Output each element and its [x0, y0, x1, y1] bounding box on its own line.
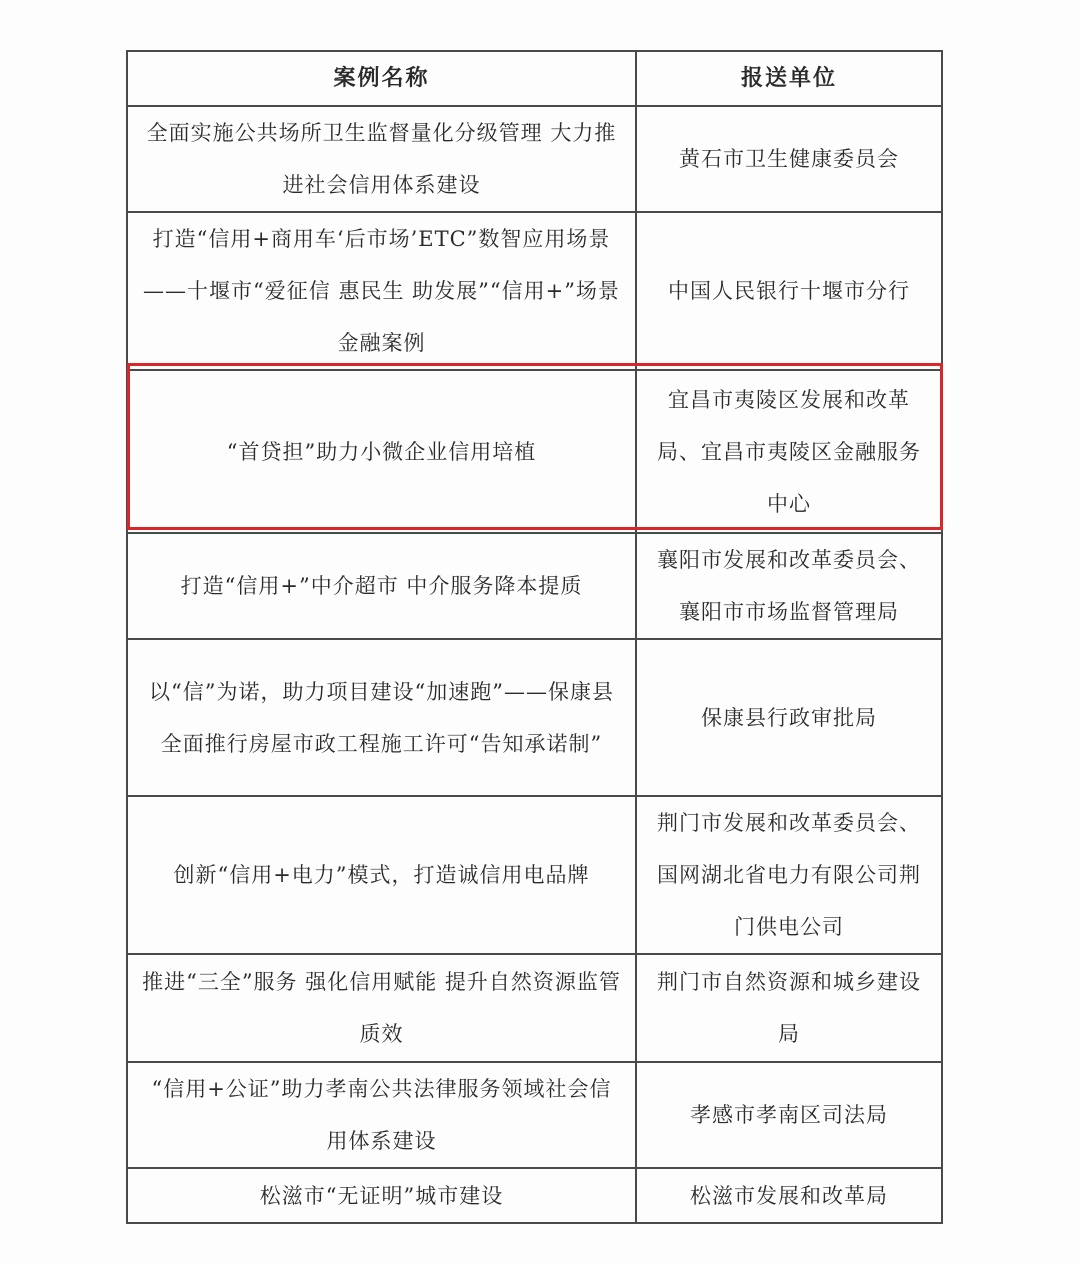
reporting-unit-cell: 松滋市发展和改革局 [636, 1168, 942, 1223]
table-row [127, 212, 942, 370]
table-row [127, 639, 942, 796]
reporting-unit-cell: 荆门市发展和改革委员会、国网湖北省电力有限公司荆门供电公司 [636, 796, 942, 954]
reporting-unit-cell: 保康县行政审批局 [636, 639, 942, 796]
table-row [127, 1168, 942, 1223]
reporting-unit-cell: 宜昌市夷陵区发展和改革局、宜昌市夷陵区金融服务中心 [636, 370, 942, 533]
table-row [127, 370, 942, 533]
table-row [127, 1062, 942, 1168]
header-case-name: 案例名称 [127, 51, 636, 106]
case-name-cell: 打造“信用+商用车‘后市场’ETC”数智应用场景——十堰市“爱征信 惠民生 助发展”“信用+”场景金融案例 [127, 212, 636, 370]
case-name-cell: 推进“三全”服务 强化信用赋能 提升自然资源监管质效 [127, 954, 636, 1062]
case-name-cell: “信用+公证”助力孝南公共法律服务领域社会信用体系建设 [127, 1062, 636, 1168]
reporting-unit-cell: 孝感市孝南区司法局 [636, 1062, 942, 1168]
case-name-cell: 打造“信用+”中介超市 中介服务降本提质 [127, 533, 636, 639]
table-row [127, 954, 942, 1062]
case-name-cell: 全面实施公共场所卫生监督量化分级管理 大力推进社会信用体系建设 [127, 106, 636, 212]
case-name-cell: 松滋市“无证明”城市建设 [127, 1168, 636, 1223]
reporting-unit-cell: 荆门市自然资源和城乡建设局 [636, 954, 942, 1062]
case-name-cell: “首贷担”助力小微企业信用培植 [127, 370, 636, 533]
reporting-unit-cell: 中国人民银行十堰市分行 [636, 212, 942, 370]
table-row [127, 796, 942, 954]
table-header-row [127, 51, 942, 106]
reporting-unit-cell: 黄石市卫生健康委员会 [636, 106, 942, 212]
case-table [126, 50, 943, 1224]
case-name-cell: 以“信”为诺，助力项目建设“加速跑”——保康县全面推行房屋市政工程施工许可“告知承诺制” [127, 639, 636, 796]
case-name-cell: 创新“信用+电力”模式，打造诚信用电品牌 [127, 796, 636, 954]
table-row [127, 533, 942, 639]
header-reporting-unit: 报送单位 [636, 51, 942, 106]
table-row [127, 106, 942, 212]
reporting-unit-cell: 襄阳市发展和改革委员会、襄阳市市场监督管理局 [636, 533, 942, 639]
